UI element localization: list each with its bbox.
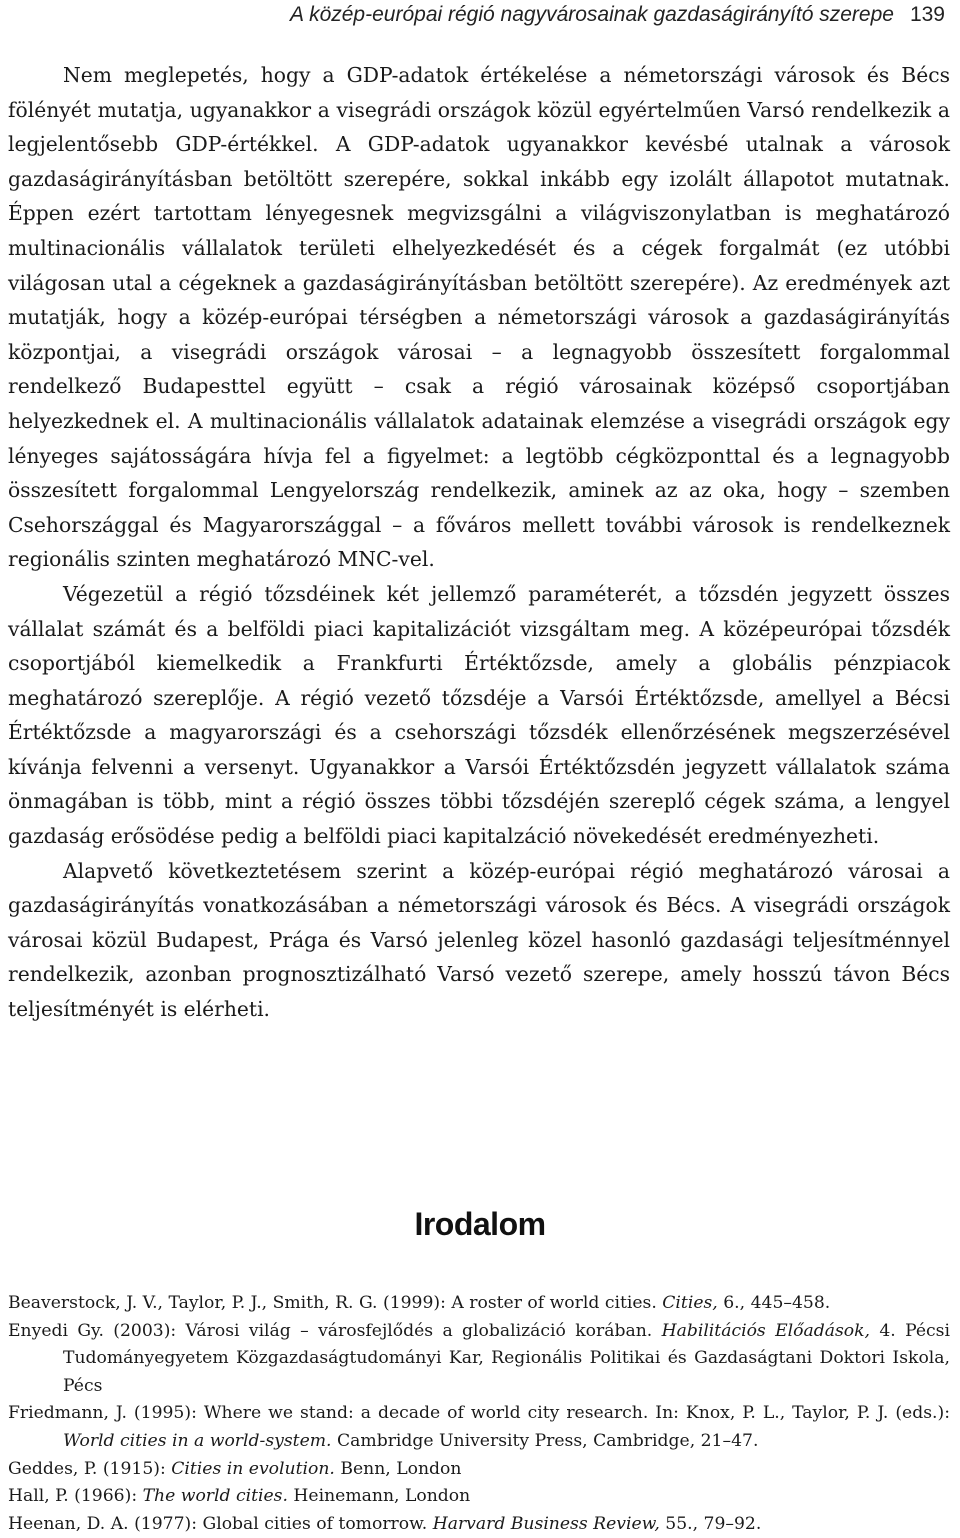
reference-text: Friedmann, J. (1995): Where we stand: a decade of world city research. In: Knox, P. L., Taylor, P. J. (eds.):	[8, 1403, 950, 1424]
reference-text: 55., 79–92.	[659, 1513, 762, 1534]
paragraph: Nem meglepetés, hogy a GDP-adatok értékelése a németországi városok és Bécs fölényét mutatja, ugyanakkor a visegrádi országok közül egyértelműen Varsó rendelkezik a legjelentősebb GDP-értékkel. A GDP-adatok ugyanakkor kevésbé utalnak a városok gazdaságirányításban betöltött szerepére, sokkal inkább egy izolált állapotot mutatnak. Éppen ezért tartottam lényegesnek megvizsgálni a világviszonylatban is meghatározó multinacionális vállalatok területi elhelyezkedését és a cégek forgalmát (ez utóbbi világosan utal a cégeknek a gazdaságirányításban betöltött szerepére). Az eredmények azt mutatják, hogy a közép-európai térségben a németországi városok a gazdaságirányítás központjai, a visegrádi országok városai – a legnagyobb összesített forgalommal rendelkező Budapesttel együtt – csak a régió városainak középső csoportjában helyezkednek el. A multinacionális vállalatok adatainak elemzése a visegrádi országok egy lényeges sajátosságára hívja fel a figyelmet: a legtöbb cégközponttal és a legnagyobb összesített forgalommal Lengyelország rendelkezik, aminek az az oka, hogy – szemben Csehországgal és Magyarországgal – a főváros mellett további városok is rendelkeznek regionális szinten meghatározó MNC-vel.	[8, 63, 950, 572]
reference-text: Heenan, D. A. (1977): Global cities of tomorrow.	[8, 1513, 433, 1534]
page-number: 139	[909, 3, 945, 26]
reference-text: Cambridge University Press, Cambridge, 21–47.	[331, 1430, 759, 1451]
reference-list	[8, 1290, 950, 1538]
section-heading: Irodalom	[414, 1206, 546, 1242]
reference-text: 6., 445–458.	[717, 1293, 831, 1313]
reference-text: 4. Pécsi Tudományegyetem Közgazdaságtudományi Kar, Regionális Politikai és Gazdaságtani Doktori Iskola, Pécs	[63, 1320, 951, 1396]
running-header-title: A közép-európai régió nagyvárosainak gazdaságirányító szerepe	[290, 3, 894, 26]
reference-item	[8, 1318, 950, 1401]
reference-text: Geddes, P. (1915):	[8, 1458, 172, 1479]
running-header	[0, 3, 945, 27]
paragraph: Alapvető következtetésem szerint a közép-európai régió meghatározó városai a gazdaságirányítás vonatkozásában a németországi városok és Bécs. A visegrádi országok városai közül Budapest, Prága és Varsó jelenleg közel hasonló gazdasági teljesítménnyel rendelkezik, azonban prognosztizálható Varsó vezető szerepe, amely hosszú távon Bécs teljesítményét is elérheti.	[8, 858, 950, 1022]
reference-item	[8, 1290, 950, 1318]
reference-source: World cities in a world-system.	[63, 1430, 332, 1451]
reference-source: Habilitációs Előadások,	[661, 1320, 871, 1341]
reference-item	[8, 1483, 950, 1511]
reference-text: Heinemann, London	[287, 1486, 471, 1507]
reference-text: Benn, London	[334, 1458, 462, 1479]
reference-text: Beaverstock, J. V., Taylor, P. J., Smith, R. G. (1999): A roster of world cities.	[8, 1293, 663, 1313]
reference-item	[8, 1400, 950, 1455]
reference-text: Enyedi Gy. (2003): Városi világ – városfejlődés a globalizáció korában.	[8, 1320, 662, 1341]
body-text	[8, 58, 950, 1027]
paragraph: Végezetül a régió tőzsdéinek két jellemző paraméterét, a tőzsdén jegyzett összes vállalat számát és a belföldi piaci kapitalizációt vizsgáltam meg. A középeurópai tőzsdék csoportjából kiemelkedik a Frankfurti Értéktőzsde, amely a globális pénzpiacok meghatározó szereplője. A régió vezető tőzsdéje a Varsói Értéktőzsde, amellyel a Bécsi Értéktőzsde a magyarországi és a csehországi tőzsdék ellenőrzésének megszerzésével kívánja felvenni a versenyt. Ugyanakkor a Varsói Értéktőzsdén jegyzett vállalatok száma önmagában is több, mint a régió összes többi tőzsdéjén szereplő cégek száma, a lengyel gazdaság erősödése pedig a belföldi piaci kapitalzáció növekedését eredményezheti.	[8, 581, 950, 849]
reference-source: Cities,	[662, 1293, 718, 1313]
reference-item	[8, 1456, 950, 1484]
reference-item	[8, 1511, 950, 1538]
reference-source: Cities in evolution.	[171, 1458, 335, 1479]
reference-source: Harvard Business Review,	[432, 1513, 660, 1534]
reference-text: Hall, P. (1966):	[8, 1486, 143, 1507]
reference-source: The world cities.	[142, 1486, 288, 1507]
